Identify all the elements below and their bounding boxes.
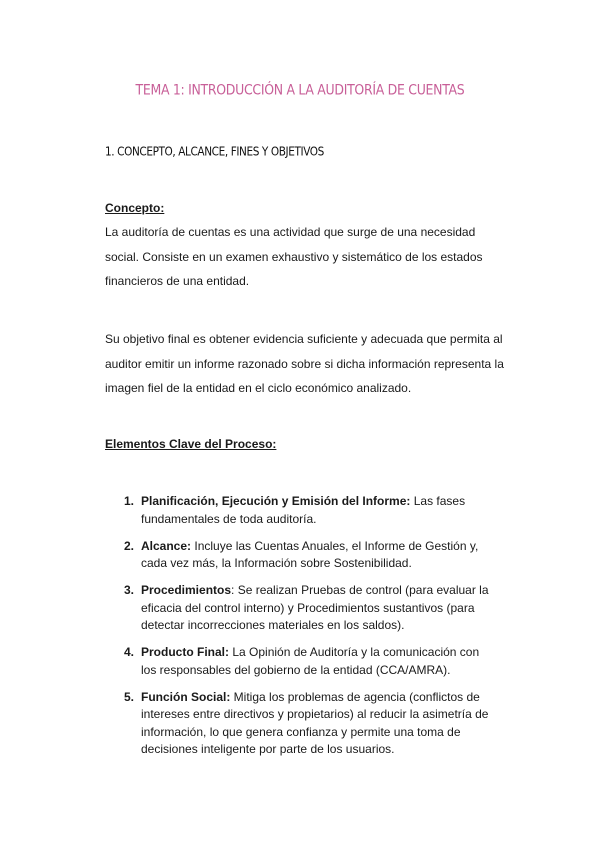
list-item-number: 1. (124, 494, 135, 508)
objective-paragraph: Su objetivo final es obtener evidencia suficiente y adecuada que permita al auditor emitir un informe razonado sobre si dicha información representa la imagen fiel de la entidad en el ciclo económico analizado. (105, 332, 504, 395)
concept-paragraph: La auditoría de cuentas es una actividad que surge de una necesidad social. Consiste en un examen exhaustivo y sistemático de los estados financieros de una entidad. (105, 225, 483, 288)
list-item-number: 5. (124, 689, 135, 704)
list-item-term: Procedimientos (141, 583, 232, 597)
list-item-number: 4. (124, 645, 135, 659)
list-item-text: La Opinión de Auditoría y la comunicación con los responsables del gobierno de la entidad (CCA/AMRA). (141, 645, 480, 677)
list-item-term: Función Social: (141, 689, 231, 704)
page-title: TEMA 1: INTRODUCCIÓN A LA AUDITORÍA DE CUENTAS (135, 80, 465, 99)
key-elements-list (124, 493, 494, 768)
list-item-text: Mitiga los problemas de agencia (conflictos de intereses entre directivos y propietarios) al reducir la asimetría de información, lo que genera confianza y permite una toma de decisiones inteligente por parte de los usuarios. (141, 689, 489, 756)
list-item (124, 493, 494, 528)
list-item (124, 538, 494, 573)
list-item-text: Las fases fundamentales de toda auditoría. (141, 494, 466, 526)
list-item-number: 3. (124, 583, 135, 597)
list-item-text: Incluye las Cuentas Anuales, el Informe de Gestión y, cada vez más, la Información sobre Sostenibilidad. (141, 538, 479, 570)
list-item-term: Producto Final: (141, 645, 229, 659)
list-item-term: Alcance: (141, 538, 192, 553)
list-item-text: : Se realizan Pruebas de control (para evaluar la eficacia del control interno) y Procedimientos sustantivos (para detectar incorrecciones materiales en los saldos). (141, 583, 489, 632)
list-item (124, 644, 494, 679)
list-item (124, 689, 494, 759)
list-item-term: Planificación, Ejecución y Emisión del Informe: (141, 494, 411, 508)
concept-label: Concepto: (105, 201, 165, 215)
elements-label: Elementos Clave del Proceso: (105, 437, 277, 451)
section-heading: 1. CONCEPTO, ALCANCE, FINES Y OBJETIVOS (105, 145, 324, 159)
list-item (124, 582, 494, 635)
list-item-number: 2. (124, 538, 135, 553)
